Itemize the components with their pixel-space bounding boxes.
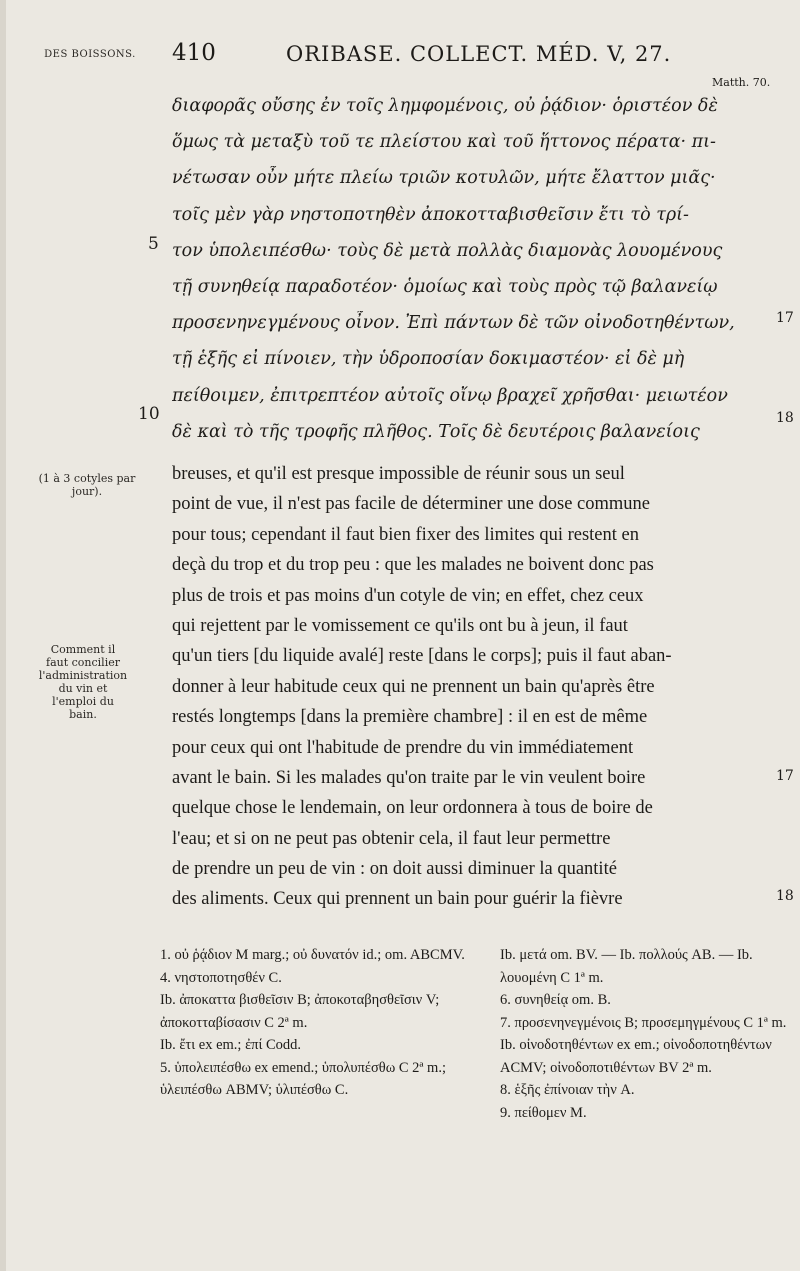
french-text-block bbox=[172, 462, 772, 918]
greek-text-block bbox=[172, 94, 772, 456]
footnote: Ib. ἀποκαττα βισθεῖσιν B; ἀποκοταβησθεῖσιν V; ἀποκοτταβίσασιν C 2ª m. bbox=[160, 992, 440, 1031]
footnote: 4. νηστοποτησθέν C. bbox=[160, 969, 282, 986]
greek-line: τοῖς μὲν γὰρ νηστοποτηθὲν ἀποκοτταβισθεῖσιν ἔτι τὸ τρί- bbox=[172, 204, 689, 225]
french-line: breuses, et qu'il est presque impossible de réunir sous un seul bbox=[172, 464, 625, 484]
french-line: pour ceux qui ont l'habitude de prendre du vin immédiatement bbox=[172, 737, 634, 758]
footnote: 1. οὐ ῥᾴδιον M marg.; οὐ δυνατόν id.; om. ABCMV. bbox=[160, 947, 465, 963]
greek-line: τῇ συνηθείᾳ παραδοτέον· ὁμοίως καὶ τοὺς πρὸς τῷ βαλανείῳ bbox=[172, 276, 718, 297]
side-number: 18 bbox=[776, 888, 794, 904]
footnote: 7. προσενηνεγμένοις B; προσεμηγμένους C 1ª m. bbox=[500, 1014, 787, 1031]
footnote: 5. ὑπολειπέσθω ex emend.; ὑπολυπέσθω C 2ª m.; ὑλειπέσθω ABMV; ὑλιπέσθω C. bbox=[160, 1059, 446, 1098]
footnote: 6. συνηθείᾳ om. B. bbox=[500, 992, 611, 1008]
line-number-10: 10 bbox=[138, 404, 160, 424]
page-gutter bbox=[0, 0, 6, 1271]
side-number: 17 bbox=[776, 310, 794, 326]
french-line: avant le bain. Si les malades qu'on traite par le vin veulent boire bbox=[172, 767, 646, 788]
footnote: Ib. οἰνοδοτηθέντων ex em.; οἰνοδοποτηθέντων ACMV; οἰνοδοποτιθέντων BV 2ª m. bbox=[500, 1037, 772, 1076]
french-line: donner à leur habitude ceux qui ne prennent un bain qu'après être bbox=[172, 676, 655, 697]
french-line: quelque chose le lendemain, on leur ordonnera à tous de boire de bbox=[172, 798, 653, 819]
french-line: deçà du trop et du trop peu : que les malades ne boivent donc pas bbox=[172, 555, 654, 576]
footnotes-left-column bbox=[160, 944, 470, 1102]
french-line: l'eau; et si on ne peut pas obtenir cela, il faut leur permettre bbox=[172, 828, 611, 849]
greek-line: πείθοιμεν, ἐπιτρεπτέον αὐτοῖς οἴνῳ βραχεῖ χρῆσθαι· μειωτέον bbox=[172, 385, 728, 406]
footnote: Ib. ἔτι ex em.; ἐπί Codd. bbox=[160, 1037, 302, 1053]
page-number: 410 bbox=[172, 40, 216, 66]
greek-line: ὅμως τὰ μεταξὺ τοῦ τε πλείστου καὶ τοῦ ἥττονος πέρατα· πι- bbox=[172, 132, 716, 153]
greek-line: νέτωσαν οὖν μήτε πλείω τριῶν κοτυλῶν, μήτε ἔλαττον μιᾶς· bbox=[172, 168, 716, 189]
french-line: qui rejettent par le vomissement ce qu'ils ont bu à jeun, il faut bbox=[172, 615, 628, 636]
greek-line: τῇ ἑξῆς εἰ πίνοιεν, τὴν ὑδροποσίαν δοκιμαστέον· εἰ δὲ μὴ bbox=[172, 349, 685, 370]
french-line: pour tous; cependant il faut bien fixer des limites qui restent en bbox=[172, 524, 639, 545]
french-line: des aliments. Ceux qui prennent un bain pour guérir la fièvre bbox=[172, 889, 623, 910]
footnote: Ib. μετά om. BV. — Ib. πολλούς AB. — Ib. λουομένη C 1ª m. bbox=[500, 947, 753, 986]
french-line: qu'un tiers [du liquide avalé] reste [dans le corps]; puis il faut aban- bbox=[172, 646, 672, 667]
greek-line: δὲ καὶ τὸ τῆς τροφῆς πλῆθος. Τοῖς δὲ δευτέροις βαλανείοις bbox=[172, 421, 700, 442]
footnote: 8. ἑξῆς ἐπίνοιαν τὴν A. bbox=[500, 1082, 635, 1098]
french-line: restés longtemps [dans la première chambre] : il en est de même bbox=[172, 707, 648, 728]
french-line: plus de trois et pas moins d'un cotyle de vin; en effet, chez ceux bbox=[172, 585, 644, 606]
margin-note-cotyles: (1 à 3 cotyles par jour). bbox=[38, 472, 136, 498]
reference-edition: Matth. 70. bbox=[712, 76, 771, 89]
side-number: 18 bbox=[776, 410, 794, 426]
margin-note-concilier: Comment il faut concilier l'administration du vin et l'emploi du bain. bbox=[38, 643, 128, 721]
french-line: de prendre un peu de vin : on doit aussi diminuer la quantité bbox=[172, 859, 617, 880]
footnote: 9. πείθομεν M. bbox=[500, 1104, 587, 1121]
french-line: point de vue, il n'est pas facile de déterminer une dose commune bbox=[172, 494, 651, 515]
greek-line: διαφορᾶς οὔσης ἐν τοῖς λημφομένοις, οὐ ῥᾴδιον· ὁριστέον δὲ bbox=[172, 96, 718, 116]
line-number-5: 5 bbox=[148, 234, 159, 254]
running-title: ORIBASE. COLLECT. MÉD. V, 27. bbox=[286, 42, 672, 66]
greek-line: προσενηνεγμένους οἶνον. Ἐπὶ πάντων δὲ τῶν οἰνοδοτηθέντων, bbox=[172, 313, 735, 334]
side-number: 17 bbox=[776, 768, 794, 784]
footnotes-right-column bbox=[500, 944, 790, 1124]
running-section-label: DES BOISSONS. bbox=[44, 49, 136, 60]
greek-line: τον ὑπολειπέσθω· τοὺς δὲ μετὰ πολλὰς διαμονὰς λουομένους bbox=[172, 240, 723, 261]
